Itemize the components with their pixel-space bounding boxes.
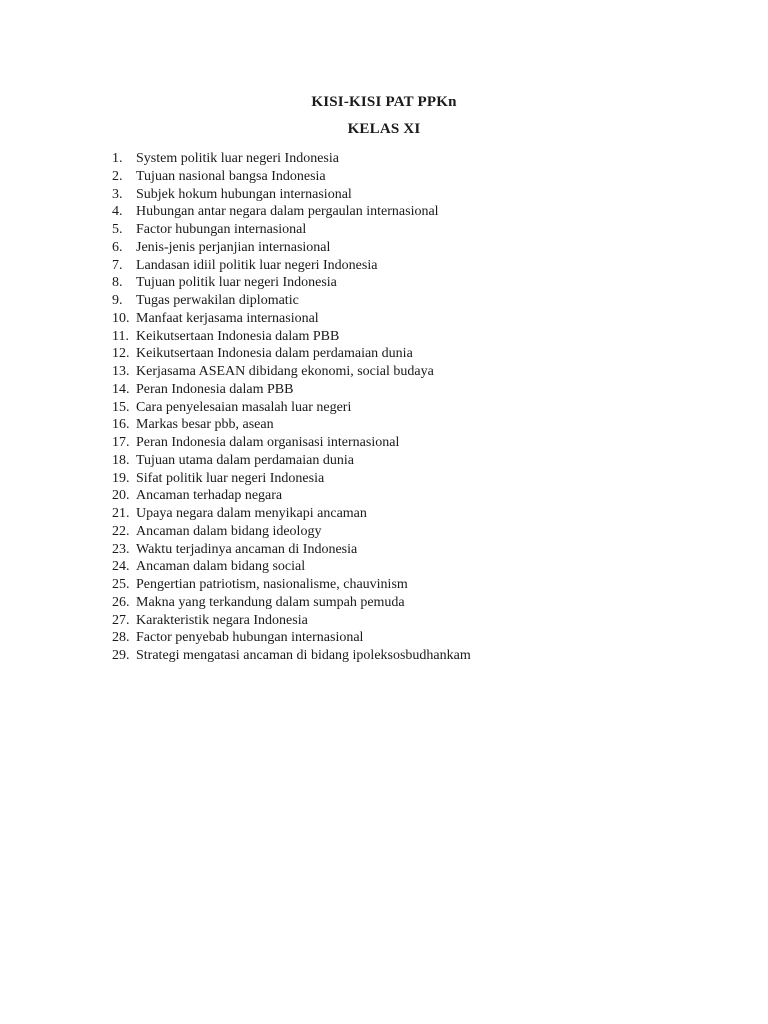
list-item [112, 523, 471, 541]
list-item-number: 25. [112, 577, 130, 592]
list-item-text: Kerjasama ASEAN dibidang ekonomi, social budaya [136, 364, 434, 379]
list-item-text: Karakteristik negara Indonesia [136, 612, 308, 628]
topic-list [112, 150, 471, 665]
list-item-number: 29. [112, 648, 130, 663]
list-item [112, 487, 471, 505]
list-item [112, 541, 471, 559]
list-item [112, 221, 471, 239]
list-item-text: Factor hubungan internasional [136, 222, 307, 237]
list-item-text: Peran Indonesia dalam PBB [136, 381, 294, 397]
list-item-number: 11. [112, 328, 129, 344]
list-item-number: 7. [112, 257, 123, 273]
list-item-text: Keikutsertaan Indonesia dalam PBB [136, 328, 340, 344]
list-item-text: Peran Indonesia dalam organisasi internasional [136, 435, 400, 450]
list-item-number: 9. [112, 293, 123, 308]
list-item-text: Ancaman terhadap negara [136, 488, 283, 504]
list-item [112, 452, 471, 470]
list-item-text: Keikutsertaan Indonesia dalam perdamaian dunia [136, 346, 413, 362]
list-item-number: 12. [112, 346, 130, 362]
list-item-number: 23. [112, 541, 130, 557]
list-item [112, 203, 471, 221]
list-item [112, 345, 471, 363]
list-item-text: Manfaat kerjasama internasional [136, 310, 319, 326]
list-item-number: 27. [112, 612, 130, 628]
list-item [112, 594, 471, 612]
list-item [112, 416, 471, 434]
list-item-text: Cara penyelesaian masalah luar negeri [136, 399, 352, 415]
list-item [112, 629, 471, 647]
list-item-text: Ancaman dalam bidang social [136, 559, 306, 575]
list-item-number: 2. [112, 168, 123, 184]
list-item-number: 21. [112, 506, 130, 521]
list-item-text: Tujuan nasional bangsa Indonesia [136, 168, 326, 184]
list-item-number: 4. [112, 204, 123, 220]
list-item-number: 20. [112, 488, 130, 504]
list-item-text: Pengertian patriotism, nasionalisme, chauvinism [136, 577, 408, 592]
list-item-number: 24. [112, 559, 130, 575]
list-item-number: 17. [112, 435, 130, 450]
list-item-number: 16. [112, 417, 130, 433]
list-item-text: Factor penyebab hubungan internasional [136, 630, 364, 646]
list-item-number: 6. [112, 239, 123, 255]
list-item-text: Markas besar pbb, asean [136, 417, 274, 433]
list-item [112, 612, 471, 630]
list-item [112, 576, 471, 594]
list-item [112, 310, 471, 328]
document-title: KISI-KISI PAT PPKn [311, 94, 457, 110]
list-item [112, 292, 471, 310]
list-item [112, 381, 471, 399]
list-item-number: 5. [112, 222, 123, 237]
list-item-text: Upaya negara dalam menyikapi ancaman [136, 506, 367, 521]
list-item-number: 14. [112, 381, 130, 397]
list-item-text: Tujuan utama dalam perdamaian dunia [136, 452, 354, 468]
list-item [112, 257, 471, 275]
list-item-number: 13. [112, 364, 130, 379]
list-item [112, 505, 471, 523]
list-item [112, 186, 471, 204]
list-item-text: Jenis-jenis perjanjian internasional [136, 239, 331, 255]
list-item [112, 558, 471, 576]
list-item [112, 150, 471, 168]
list-item-text: Subjek hokum hubungan internasional [136, 186, 352, 202]
document-subtitle: KELAS XI [347, 121, 421, 137]
list-item-text: Makna yang terkandung dalam sumpah pemuda [136, 594, 405, 610]
list-item [112, 239, 471, 257]
list-item-text: Ancaman dalam bidang ideology [136, 523, 322, 539]
list-item-text: Tugas perwakilan diplomatic [136, 293, 299, 308]
list-item-number: 15. [112, 399, 130, 415]
list-item-text: Waktu terjadinya ancaman di Indonesia [136, 541, 358, 557]
list-item [112, 399, 471, 417]
list-item [112, 647, 471, 665]
list-item [112, 434, 471, 452]
list-item-text: System politik luar negeri Indonesia [136, 151, 339, 166]
list-item [112, 363, 471, 381]
list-item-number: 10. [112, 310, 130, 326]
list-item [112, 470, 471, 488]
list-item-number: 19. [112, 470, 130, 486]
list-item-text: Tujuan politik luar negeri Indonesia [136, 275, 337, 291]
list-item-text: Landasan idiil politik luar negeri Indonesia [136, 257, 378, 273]
list-item-number: 26. [112, 594, 130, 610]
list-item-text: Sifat politik luar negeri Indonesia [136, 470, 325, 486]
list-item-text: Strategi mengatasi ancaman di bidang ipoleksosbudhankam [136, 648, 471, 663]
list-item-number: 1. [112, 151, 123, 166]
list-item-number: 8. [112, 275, 123, 291]
list-item-number: 18. [112, 452, 130, 468]
list-item-number: 22. [112, 523, 130, 539]
list-item-text: Hubungan antar negara dalam pergaulan internasional [136, 204, 439, 220]
list-item-number: 3. [112, 186, 123, 202]
list-item [112, 274, 471, 292]
list-item-number: 28. [112, 630, 130, 646]
list-item [112, 168, 471, 186]
list-item [112, 328, 471, 346]
